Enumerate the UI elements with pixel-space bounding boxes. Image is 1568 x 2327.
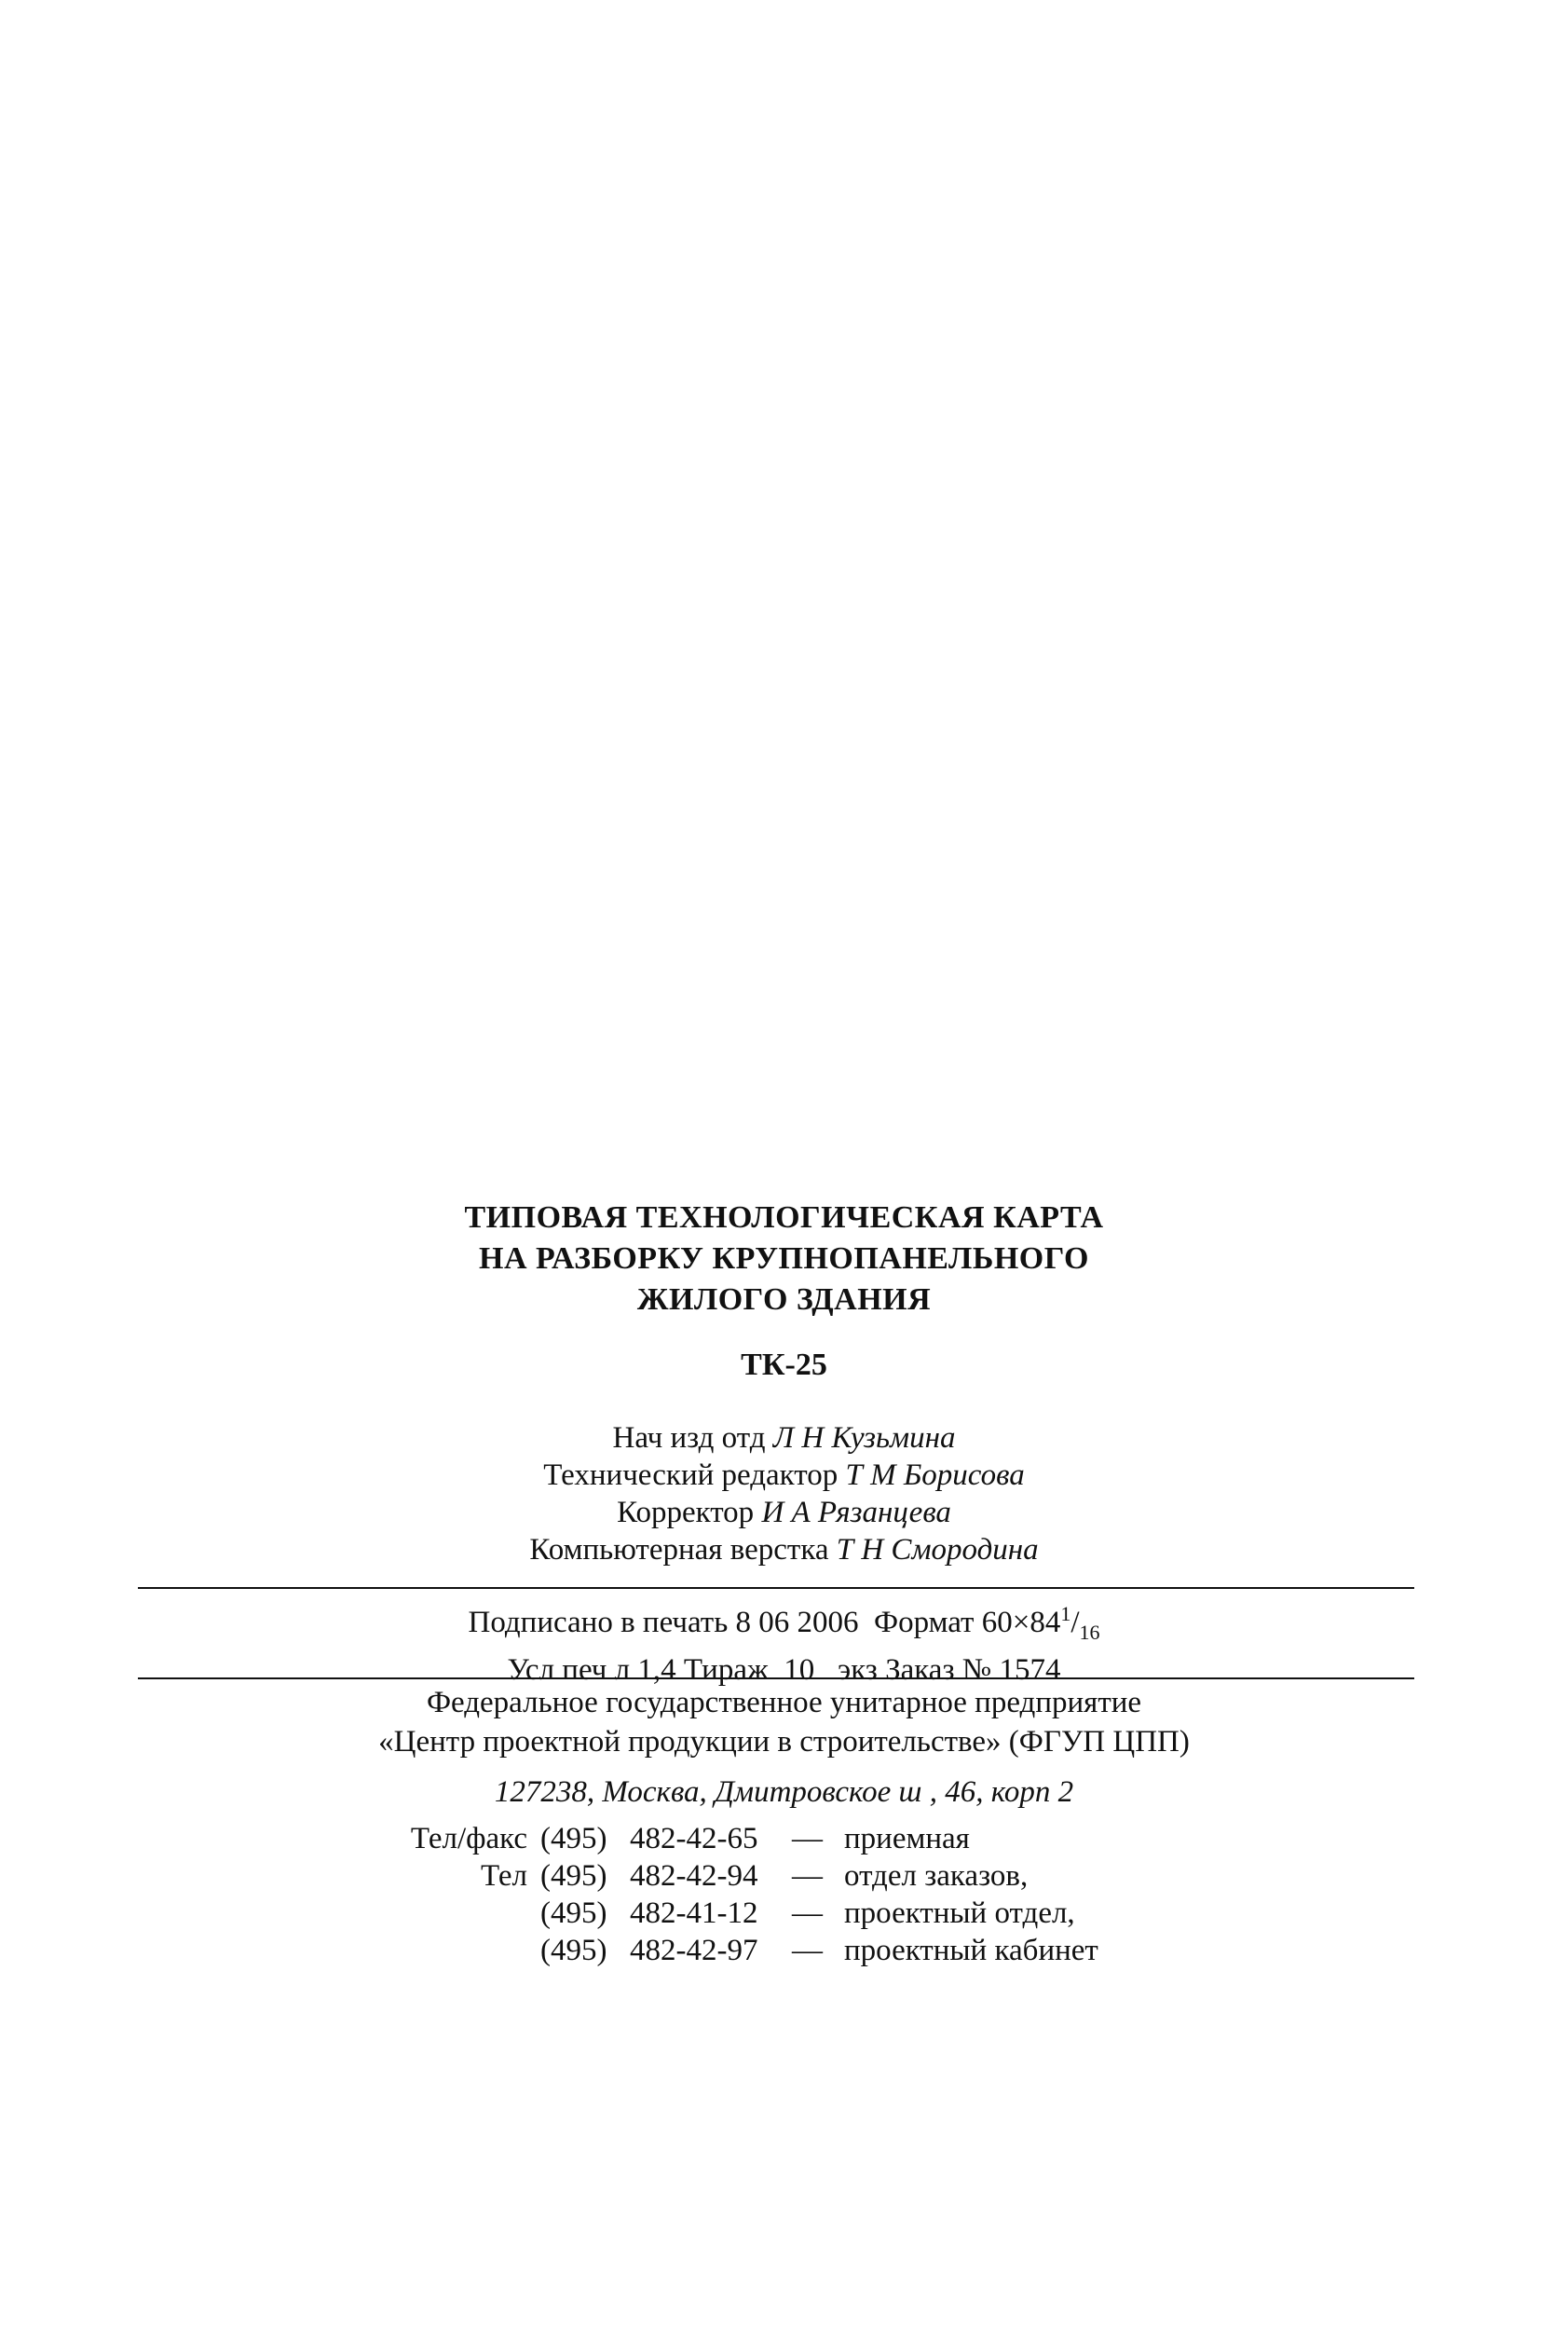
credit-row [0, 1419, 1568, 1457]
title-line-3: ЖИЛОГО ЗДАНИЯ [636, 1282, 932, 1317]
divider-top [138, 1587, 1414, 1589]
credit-name: Л Н Кузьмина [772, 1421, 956, 1455]
credit-row [0, 1457, 1568, 1494]
contact-dash: — [792, 1859, 823, 1893]
document-title-block [0, 1198, 1568, 1386]
contact-dash: — [792, 1934, 823, 1967]
contact-description: проектный кабинет [844, 1934, 1098, 1967]
contact-description: приемная [844, 1822, 970, 1855]
format-label: Формат 60×84 [874, 1606, 1061, 1639]
format-denominator: 16 [1079, 1621, 1100, 1644]
contact-row [354, 1857, 1098, 1895]
title-line-1: ТИПОВАЯ ТЕХНОЛОГИЧЕСКАЯ КАРТА [464, 1200, 1104, 1235]
format-numerator: 1 [1060, 1602, 1071, 1625]
credit-row [0, 1494, 1568, 1531]
credit-role: Корректор [617, 1496, 755, 1529]
contact-number: 482-42-94 [630, 1859, 758, 1893]
publisher-line-2: «Центр проектной продукции в строительстве» (ФГУП ЦПП) [378, 1725, 1190, 1759]
credits-block [0, 1419, 1568, 1568]
contact-area-code: (495) [540, 1896, 607, 1930]
title-line-2: НА РАЗБОРКУ КРУПНОПАНЕЛЬНОГО [479, 1241, 1089, 1276]
contact-dash: — [792, 1896, 823, 1930]
credit-role: Компьютерная верстка [529, 1533, 829, 1567]
divider-bottom [138, 1677, 1414, 1679]
contact-label: Тел [480, 1859, 527, 1893]
contact-label [354, 1932, 540, 1969]
contact-area-code: (495) [540, 1822, 607, 1855]
contact-label: Тел/факс [410, 1822, 527, 1855]
print-info-line-1: Подписано в печать 8 06 2006 Формат $60\times 84^1/_{16}$ [468, 1602, 1100, 1644]
contact-number: 482-41-12 [630, 1896, 758, 1930]
document-code: ТК-25 [741, 1348, 827, 1382]
contact-row [354, 1895, 1098, 1932]
publisher-line-1: Федеральное государственное унитарное предприятие [426, 1686, 1142, 1719]
print-info-line-2: Усл печ л 1,4 Тираж 10 экз Заказ № 1574 [507, 1653, 1061, 1687]
contact-dash: — [792, 1822, 823, 1855]
contact-number: 482-42-65 [630, 1822, 758, 1855]
credit-name: Т Н Смородина [836, 1533, 1039, 1567]
credit-role: Нач изд отд [612, 1421, 766, 1455]
contacts-block [354, 1820, 1098, 1969]
credit-role: Технический редактор [543, 1458, 839, 1492]
credit-row [0, 1531, 1568, 1568]
contact-description: отдел заказов, [844, 1859, 1029, 1893]
print-info-block [0, 1595, 1568, 1689]
contact-row [354, 1820, 1098, 1857]
contact-row [354, 1932, 1098, 1969]
contact-area-code: (495) [540, 1934, 607, 1967]
credit-name: И А Рязанцева [761, 1496, 951, 1529]
contact-description: проектный отдел, [844, 1896, 1075, 1930]
publisher-block [0, 1683, 1568, 1812]
publisher-address: 127238, Москва, Дмитровское ш , 46, корп 2 [494, 1775, 1074, 1809]
contact-label [354, 1895, 540, 1932]
signed-date: Подписано в печать 8 06 2006 [468, 1606, 859, 1639]
contact-area-code: (495) [540, 1859, 607, 1893]
contact-number: 482-42-97 [630, 1934, 758, 1967]
credit-name: Т М Борисова [845, 1458, 1025, 1492]
